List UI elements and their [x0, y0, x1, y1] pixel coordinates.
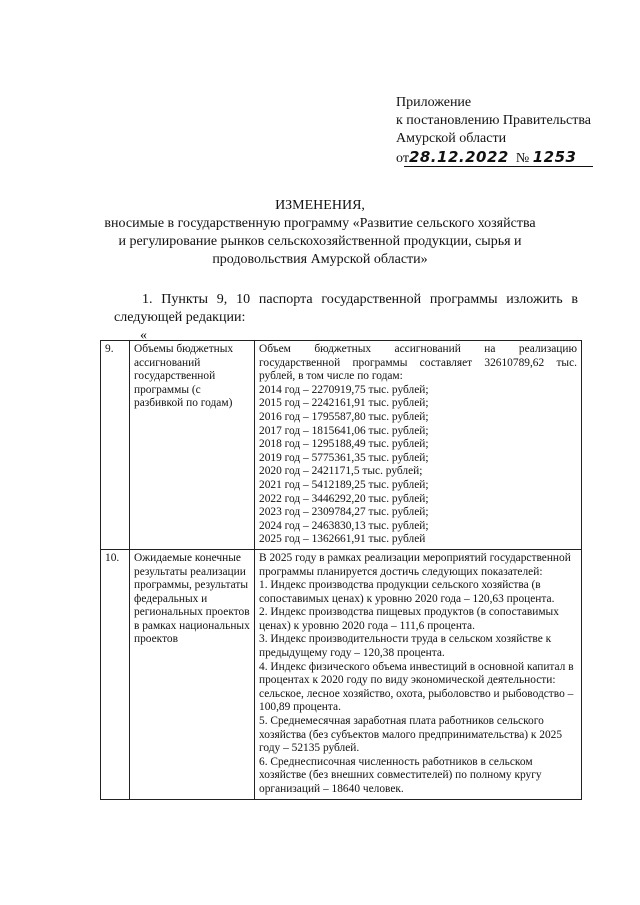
list-item: 1. Индекс производства продукции сельского хозяйства (в сопоставимых ценах) к уровню 2020 года – 120,63 процента.	[259, 579, 555, 605]
results-intro: В 2025 году в рамках реализации мероприятий государственной программы планируется достичь следующих показателей:	[259, 551, 571, 578]
document-heading	[100, 197, 540, 269]
passport-table	[100, 340, 582, 800]
list-item: 2020 год – 2421171,5 тыс. рублей;	[259, 465, 423, 478]
list-item: 2025 год – 1362661,91 тыс. рублей	[259, 533, 426, 546]
list-item: 2022 год – 3446292,20 тыс. рублей;	[259, 492, 429, 505]
row-content	[255, 549, 582, 799]
decree-date: 28.12.2022	[408, 148, 509, 166]
table-row	[101, 549, 582, 799]
list-item: 5. Среднемесячная заработная плата работников сельского хозяйства (без субъектов малого предпринимательства) к 2025 году – 52135 рублей.	[259, 715, 563, 755]
appendix-block	[396, 94, 591, 168]
budget-year-list	[259, 384, 577, 547]
decree-no-label: №	[515, 151, 530, 166]
row-number: 9.	[101, 341, 130, 550]
document-title: ИЗМЕНЕНИЯ,	[275, 198, 365, 213]
appendix-decree-ref: к постановлению Правительства	[396, 113, 592, 128]
list-item: 2021 год – 5412189,25 тыс. рублей;	[259, 478, 429, 491]
list-item: 2016 год – 1795587,80 тыс. рублей;	[259, 410, 429, 423]
list-item: 2019 год – 5775361,35 тыс. рублей;	[259, 451, 429, 464]
decree-number: 1253	[532, 148, 577, 166]
opening-quote: «	[140, 328, 147, 343]
list-item: 2018 год – 1295188,49 тыс. рублей;	[259, 438, 429, 451]
row-number: 10.	[101, 549, 130, 799]
signature-underline	[404, 166, 593, 167]
budget-intro: Объем бюджетных ассигнований на реализацию государственной программы составляет 32610789,62 тыс. рублей, в том числе по годам:	[259, 343, 577, 383]
list-item: 2015 год – 2242161,91 тыс. рублей;	[259, 397, 429, 410]
list-item: 2023 год – 2309784,27 тыс. рублей;	[259, 506, 429, 519]
list-item: 6. Среднесписочная численность работников в сельском хозяйстве (без внешних совместителей) по полному кругу организаций – 18640 человек.	[259, 755, 542, 795]
decree-date-number	[396, 148, 591, 168]
decree-prefix: от	[396, 151, 409, 166]
row-label: Ожидаемые конечные результаты реализации программы, результаты федеральных и региональных проектов в рамках национальных проектов	[130, 549, 255, 799]
list-item: 2024 год – 2463830,13 тыс. рублей;	[259, 519, 429, 532]
appendix-title: Приложение	[396, 95, 472, 110]
list-item: 2017 год – 1815641,06 тыс. рублей;	[259, 424, 429, 437]
list-item: 4. Индекс физического объема инвестиций в основной капитал в процентах к 2020 году по виду экономической деятельности: сельское, лесное хозяйство, охота, рыболовство и рыбоводство – 100,89 процента.	[259, 660, 574, 714]
row-content	[255, 341, 582, 550]
intro-paragraph: 1. Пункты 9, 10 паспорта государственной программы изложить в следующей редакции:	[114, 292, 578, 325]
document-subtitle: вносимые в государственную программу «Развитие сельского хозяйства и регулирование рынков сельскохозяйственной продукции, сырья и продовольствия Амурской области»	[104, 216, 536, 267]
list-item: 3. Индекс производительности труда в сельском хозяйстве к предыдущему году – 120,38 процента.	[259, 633, 552, 660]
list-item: 2. Индекс производства пищевых продуктов (в сопоставимых ценах) к уровню 2020 года – 111,6 процента.	[259, 606, 559, 632]
table-row	[101, 341, 582, 550]
row-label: Объемы бюджетных ассигнований государственной программы (с разбивкой по годам)	[130, 341, 255, 550]
appendix-region: Амурской области	[396, 131, 507, 146]
list-item: 2014 год – 2270919,75 тыс. рублей;	[259, 383, 429, 396]
